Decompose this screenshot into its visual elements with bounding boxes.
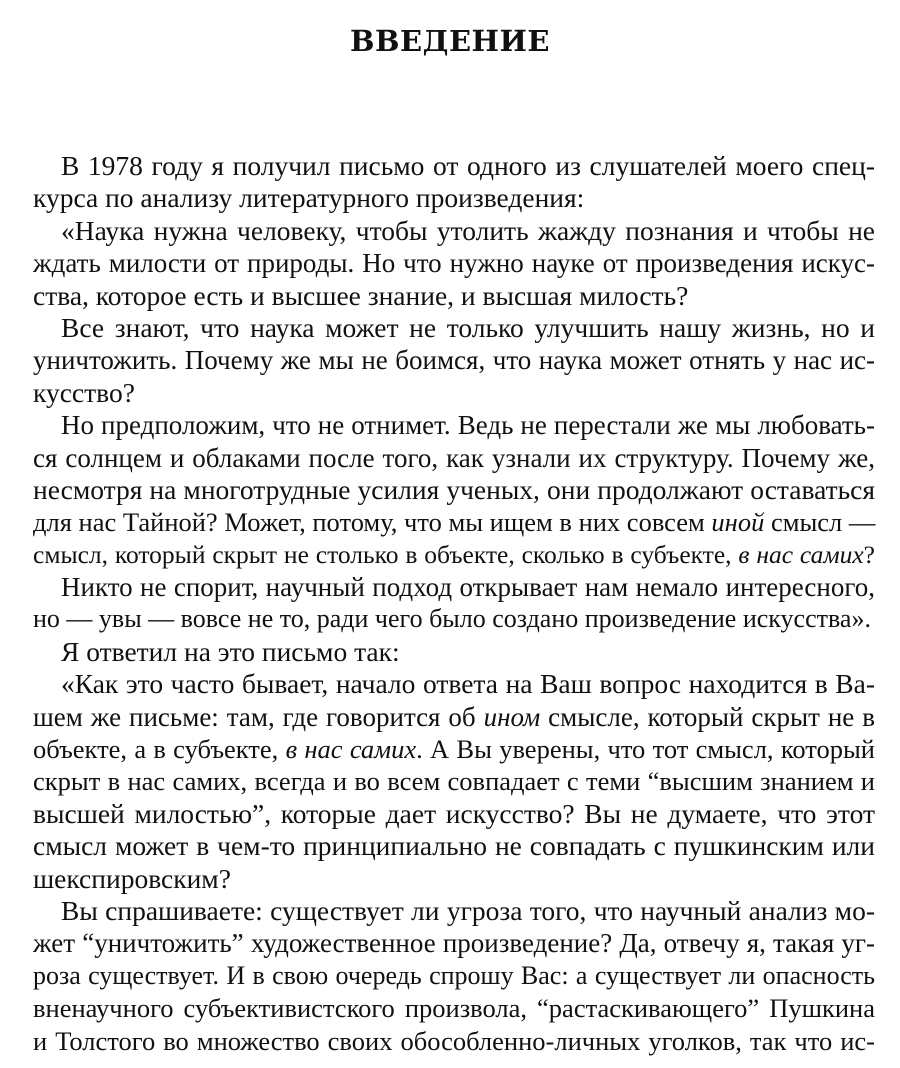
text-segment: ?	[863, 539, 875, 569]
text-segment: шем же письме: там, где говорится об	[33, 701, 484, 732]
text-line	[33, 765, 875, 797]
text-segment: смысл может в чем-то принципиально не совпадать с пушкинским или	[33, 830, 875, 862]
italic-text: иной	[711, 507, 765, 538]
text-line	[33, 636, 875, 668]
text-segment: смысл, который скрыт не столько в объекте, сколько в субъекте,	[33, 539, 739, 569]
page-title: ВВЕДЕНИЕ	[350, 24, 550, 59]
text-line	[33, 1025, 875, 1057]
text-line	[33, 895, 875, 927]
text-line	[33, 830, 875, 862]
text-segment: В 1978 году я получил письмо от одного из слушателей моего спец-	[61, 150, 875, 181]
text-segment: курса по анализу литературного произведения:	[33, 182, 585, 214]
text-segment: Все знают, что наука может не только улучшить нашу жизнь, но и	[61, 311, 875, 343]
italic-text: в нас самих	[285, 734, 417, 765]
text-line	[33, 474, 875, 506]
text-segment: Я ответил на это письмо так:	[61, 635, 400, 667]
text-line	[33, 506, 875, 538]
text-line	[33, 247, 875, 279]
text-line	[33, 733, 875, 765]
text-line	[33, 960, 875, 992]
text-line	[33, 442, 875, 474]
text-segment: ства, которое есть и высшее знание, и высшая милость?	[33, 279, 689, 311]
text-segment: Но предположим, что не отнимет. Ведь не перестали же мы любовать-	[61, 410, 875, 441]
text-line	[33, 863, 875, 895]
text-segment: смысл —	[764, 507, 876, 538]
text-segment: скрыт в нас самих, всегда и во всем совпадает с теми “высшим знанием и	[33, 766, 875, 797]
text-line	[33, 603, 875, 635]
text-line	[33, 182, 875, 214]
text-line	[33, 571, 875, 603]
text-line	[33, 150, 875, 182]
text-line	[33, 280, 875, 312]
text-line	[33, 701, 875, 733]
text-segment: ся солнцем и облаками после того, как узнали их структуру. Почему же,	[33, 442, 875, 473]
text-line	[33, 668, 875, 700]
text-segment: и Толстого во множество своих обособленно-личных уголков, так что ис-	[33, 1025, 875, 1056]
text-segment: роза существует. И в свою очередь спрошу Вас: а существует ли опасность	[33, 960, 875, 990]
text-segment: высшей милостью”, которые дает искусство? Вы не думаете, что этот	[33, 797, 875, 829]
body-text	[33, 150, 875, 1057]
text-line	[33, 798, 875, 830]
text-segment: для нас Тайной? Может, потому, что мы ищем в них совсем	[33, 507, 712, 538]
text-segment: объекте, а в субъекте,	[33, 734, 286, 765]
text-line	[33, 215, 875, 247]
text-segment: несмотря на многотрудные усилия ученых, они продолжают оставаться	[33, 473, 875, 505]
italic-text: в нас самих	[738, 539, 864, 569]
text-segment: «Наука нужна человеку, чтобы утолить жажду познания и чтобы не	[61, 214, 875, 246]
text-line	[33, 927, 875, 959]
text-segment: жет “уничтожить” художественное произведение? Да, отвечу я, такая уг-	[33, 928, 875, 959]
text-line	[33, 409, 875, 441]
text-segment: Никто не спорит, научный подход открывает нам немало интересного,	[61, 572, 875, 603]
text-segment: . А Вы уверены, что тот смысл, который	[416, 734, 875, 765]
italic-text: ином	[483, 701, 541, 732]
text-line	[33, 344, 875, 376]
text-line	[33, 539, 875, 571]
text-segment: но — увы — вовсе не то, ради чего было создано произведение искусства».	[33, 604, 871, 634]
text-segment: уничтожить. Почему же мы не боимся, что наука может отнять у нас ис-	[33, 345, 875, 376]
text-segment: ждать милости от природы. Но что нужно науке от произведения искус-	[33, 248, 875, 279]
text-line	[33, 312, 875, 344]
text-segment: шекспировским?	[33, 862, 231, 894]
text-segment: Вы спрашиваете: существует ли угроза того, что научный анализ мо-	[61, 894, 875, 926]
text-segment: кусство?	[33, 376, 135, 408]
text-segment: смысле, который скрыт не в	[540, 701, 875, 732]
text-line	[33, 992, 875, 1024]
text-line	[33, 377, 875, 409]
text-segment: вненаучного субъективистского произвола, “растаскивающего” Пушкина	[33, 993, 875, 1024]
text-segment: «Как это часто бывает, начало ответа на Ваш вопрос находится в Ва-	[61, 668, 875, 700]
